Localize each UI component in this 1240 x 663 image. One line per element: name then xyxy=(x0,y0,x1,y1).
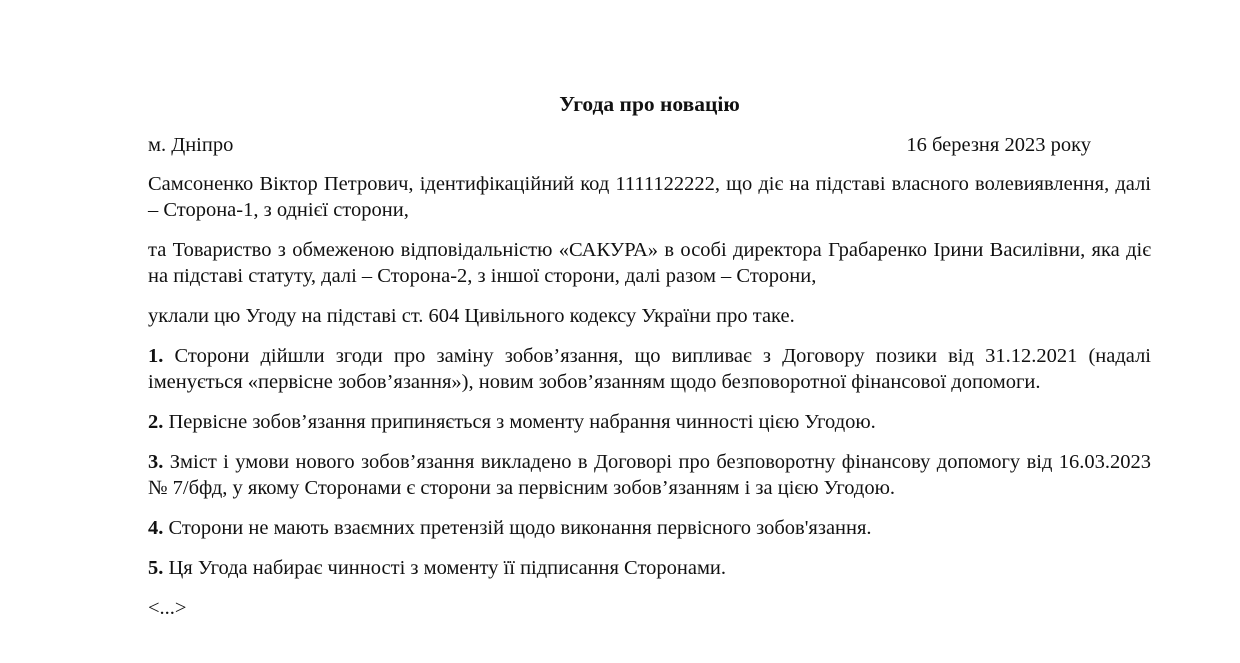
clause-number: 2. xyxy=(148,411,164,433)
clause-text: Первісне зобов’язання припиняється з моменту набрання чинності цією Угодою. xyxy=(168,411,876,433)
omission-marker: <...> xyxy=(148,597,187,619)
clause-text: Сторони дійшли згоди про заміну зобов’язання, що випливає з Договору позики від 31.12.2021 (надалі іменується «первісне зобов’язання»), новим зобов’язанням щодо безповоротної фінансової допомоги. xyxy=(148,345,1152,393)
clause-number: 5. xyxy=(148,557,164,579)
clause-text: Ця Угода набирає чинності з моменту її підписання Сторонами. xyxy=(168,557,727,579)
clause-5 xyxy=(148,555,1151,581)
clause-number: 3. xyxy=(148,451,164,473)
clause-text: Сторони не мають взаємних претензій щодо виконання первісного зобов'язання. xyxy=(168,517,872,539)
preamble-paragraph: уклали цю Угоду на підставі ст. 604 Цивільного кодексу України про таке. xyxy=(148,305,795,327)
document-page xyxy=(148,88,1151,621)
document-city: м. Дніпро xyxy=(148,134,234,156)
clause-number: 1. xyxy=(148,345,164,367)
clause-text: Зміст і умови нового зобов’язання викладено в Договорі про безповоротну фінансову допомогу від 16.03.2023 № 7/бфд, у якому Сторонами є сторони за первісним зобов’язанням і за цією Угодою. xyxy=(148,451,1152,499)
party-1-paragraph: Самсоненко Віктор Петрович, ідентифікаційний код 1111122222, що діє на підставі власного волевиявлення, далі – Сторона-1, з однієї сторони, xyxy=(148,173,1151,221)
party-2-paragraph: та Товариство з обмеженою відповідальністю «САКУРА» в особі директора Грабаренко Ірини Василівни, яка діє на підставі статуту, далі – Сторона-2, з іншої сторони, далі разом – Сторони, xyxy=(148,239,1151,287)
place-date-row xyxy=(148,132,1151,158)
clause-1 xyxy=(148,343,1151,395)
clause-3 xyxy=(148,449,1151,501)
clause-4 xyxy=(148,515,1151,541)
clause-number: 4. xyxy=(148,517,164,539)
document-title: Угода про новацію xyxy=(559,92,740,116)
clause-2 xyxy=(148,409,1151,435)
document-date: 16 березня 2023 року xyxy=(906,134,1091,156)
